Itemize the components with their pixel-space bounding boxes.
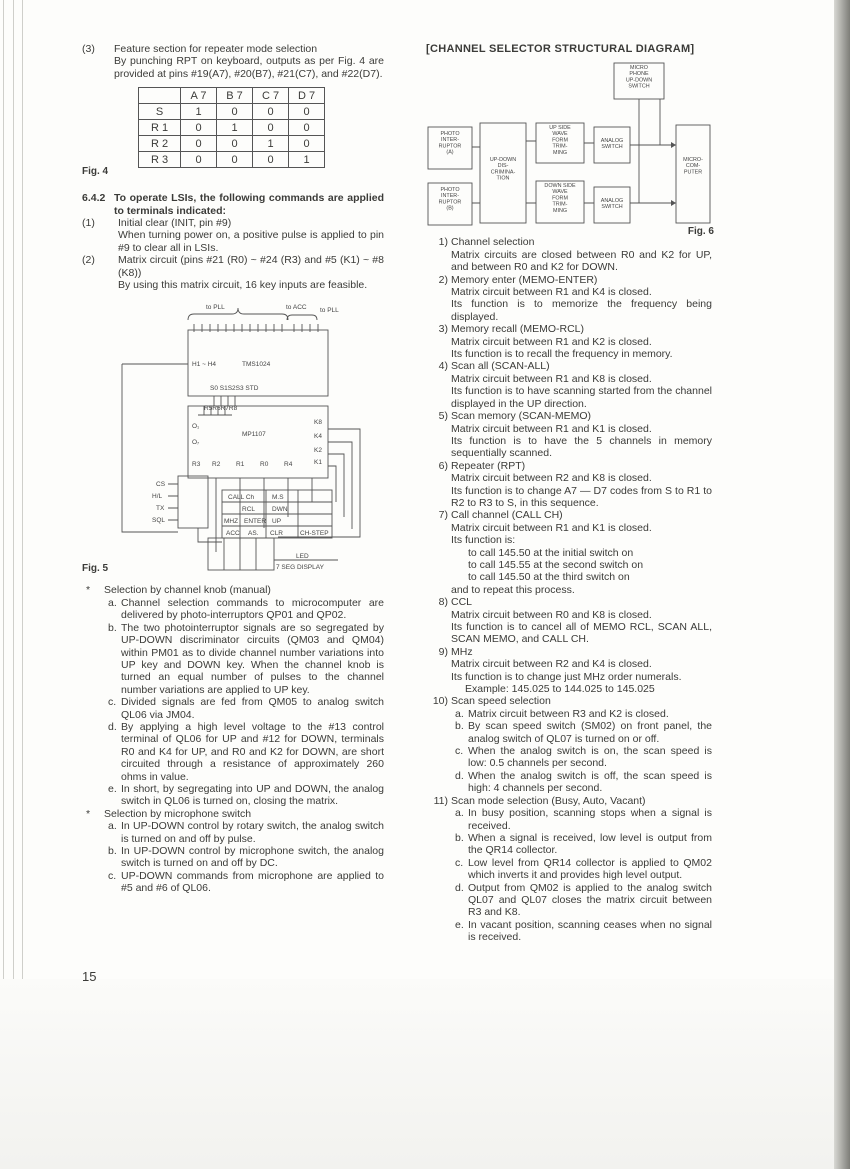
numbered-item — [426, 274, 712, 324]
item-1-title: Initial clear (INIT, pin #9) — [118, 217, 232, 230]
fig5-container — [82, 302, 384, 579]
table-cell: C 7 — [253, 88, 289, 104]
table-row — [139, 88, 325, 104]
numbered-item-body: Its function is to change A7 — D7 codes from S to R1 to R2 to R3 to S, in this sequence. — [451, 484, 712, 509]
list-item-letter: b. — [108, 621, 117, 634]
fig6-block-label: MICRO- — [683, 157, 703, 164]
numbered-item-title: Scan all (SCAN-ALL) — [451, 360, 550, 373]
fig5-seg: 7 SEG DISPLAY — [276, 564, 324, 572]
list-item-text: In short, by segregating into UP and DOWN, the analog switch in QL06 is turned on, closing the matrix. — [121, 782, 384, 808]
item-2-number: (2) — [82, 254, 95, 267]
fig6-container — [426, 55, 712, 236]
table-cell: D 7 — [289, 88, 325, 104]
fig5-acc: ACC — [226, 530, 240, 538]
fig6-block-label: COM- — [685, 163, 701, 170]
item-10 — [426, 695, 712, 794]
list-item — [104, 597, 384, 622]
table-cell: R 3 — [139, 152, 181, 168]
fig5-k4: K4 — [314, 433, 322, 441]
list-item — [451, 770, 712, 795]
fig6-block-label: UP SIDE — [549, 125, 571, 132]
bullet-channel-knob-title: Selection by channel knob (manual) — [104, 584, 271, 597]
table-cell: 0 — [217, 152, 253, 168]
numbered-item-title: Memory enter (MEMO-ENTER) — [451, 273, 598, 286]
item-1 — [82, 217, 384, 254]
list-item — [451, 807, 712, 832]
section-642-title: To operate LSIs, the following commands are applied to terminals indicated: — [114, 192, 384, 217]
item-9-number: 9) — [438, 645, 448, 658]
numbered-item-number: 4) — [438, 360, 448, 373]
fig5-clr: CLR — [270, 530, 284, 538]
fig5-mp: MP1107 — [242, 431, 266, 439]
fig6-block-label: FORM — [552, 137, 568, 144]
fig6-block-label: CRIMINA- — [490, 169, 516, 176]
page-bottom-shade — [0, 979, 850, 1169]
list-item-letter: a. — [455, 707, 464, 720]
fig5-r4: R4 — [284, 461, 293, 469]
table-cell: 0 — [289, 136, 325, 152]
list-item-text: In UP-DOWN control by microphone switch, the analog switch is turned on and off by DC. — [121, 845, 384, 870]
table-cell: B 7 — [217, 88, 253, 104]
list-item-letter: c. — [455, 856, 464, 869]
numbered-item-number: 5) — [438, 410, 448, 423]
fig6-block-label: (B) — [446, 206, 454, 213]
list-item — [104, 870, 384, 895]
item-8-number: 8) — [438, 596, 448, 609]
fig5-as: AS. — [248, 530, 259, 538]
numbered-item-body: Its function is to memorize the frequency being displayed. — [451, 298, 712, 323]
list-item-text: Divided signals are fed from QM05 to analog switch QL06 via JM04. — [121, 696, 384, 721]
fig4-container — [82, 87, 384, 179]
fig6-block-label: ANALOG — [600, 138, 624, 145]
list-item-text: In UP-DOWN control by rotary switch, the analog switch is turned on and off by pulse. — [121, 820, 384, 845]
fig5-chstep: CH-STEP — [300, 530, 329, 538]
list-item-text: Output from QM02 is applied to the analog switch QL07 and QL07 closes the matrix circuit between R3 and K8. — [468, 881, 712, 919]
fig5-k2: K2 — [314, 447, 322, 455]
list-item — [104, 845, 384, 870]
fig5-dwn: DWN — [272, 506, 288, 514]
list-item-letter: e. — [108, 782, 117, 795]
item-10-number: 10) — [432, 695, 448, 708]
numbered-item-body: Matrix circuits are closed between R0 and K2 for UP, and between R0 and K2 for DOWN. — [451, 248, 712, 274]
table-cell: 0 — [253, 152, 289, 168]
table-cell: 1 — [217, 120, 253, 136]
item-9-line3: Example: 145.025 to 144.025 to 145.025 — [465, 683, 655, 696]
fig6-block-label: MING — [552, 208, 568, 215]
fig6-block-label: SWITCH — [601, 144, 623, 151]
fig6-block-label: TION — [496, 176, 510, 183]
list-item-letter: c. — [108, 869, 117, 882]
fig6-block-label: UP-DOWN — [625, 77, 653, 84]
fig5-to-pll-2: to PLL — [320, 307, 339, 315]
list-item — [451, 857, 712, 882]
diagram-heading: [CHANNEL SELECTOR STRUCTURAL DIAGRAM] — [426, 43, 695, 55]
fig5-up: UP — [272, 518, 282, 526]
list-item-text: UP-DOWN commands from microphone are applied to #5 and #6 of QL06. — [121, 869, 384, 895]
fig5-o7: O₇ — [192, 439, 200, 447]
fig6-block-label: PUTER — [683, 169, 703, 176]
section-642 — [82, 192, 384, 217]
bullet-star: * — [86, 807, 91, 820]
table-row — [139, 136, 325, 152]
numbered-item-number: 2) — [438, 273, 448, 286]
numbered-item-title: Repeater (RPT) — [451, 459, 526, 472]
numbered-item — [426, 360, 712, 410]
list-item-letter: b. — [108, 845, 117, 857]
numbered-item-number: 6) — [438, 459, 448, 472]
item-7-number: 7) — [438, 509, 448, 522]
fig5-r5: R5R6R7R8 — [204, 405, 238, 413]
fig5-r2: R2 — [212, 461, 221, 469]
numbered-item-body: Matrix circuit between R1 and K2 is closed. — [451, 335, 652, 348]
section-3-title: Feature section for repeater mode selection — [114, 43, 318, 55]
list-item-text: Low level from QR14 collector is applied to QM02 which inverts it and provides high level output. — [468, 856, 712, 882]
fig5-h1h4: H1 ~ H4 — [192, 361, 217, 369]
list-item-text: By scan speed switch (SM02) on front panel, the analog switch of QL07 is turned on or off. — [468, 720, 712, 745]
numbered-item-body: Matrix circuit between R1 and K1 is closed. — [451, 422, 652, 435]
numbered-item-title: Scan memory (SCAN-MEMO) — [451, 410, 592, 423]
list-item-text: The two photointerruptor signals are so segregated by UP-DOWN discriminator circuits (QM03 and QM04) within PM01 as to divide channel number variations into UP key and DOWN key. When the channel knob is turned an equal number of pulses to the channel number variations are applied to UP key. — [121, 621, 384, 696]
table-row — [139, 104, 325, 120]
numbered-item-body: Matrix circuit between R1 and K8 is closed. — [451, 372, 652, 385]
item-8-line2: Its function is to cancel all of MEMO RCL, SCAN ALL, SCAN MEMO, and CALL CH. — [451, 621, 712, 646]
fig6-block-label: WAVE — [552, 131, 568, 138]
item-11-title: Scan mode selection (Busy, Auto, Vacant) — [451, 794, 646, 807]
fig5-r1: R1 — [236, 461, 245, 469]
list-item-text: By applying a high level voltage to the #13 control terminal of QL06 for UP and #12 for DOWN, terminals R0 and K4 for UP, and R0 and K2 for DOWN, are short circuited through a resistance of approximately 260 ohms in value. — [121, 720, 384, 783]
list-item — [104, 820, 384, 845]
item-9-title: MHz — [451, 645, 473, 658]
section-3-number: (3) — [82, 43, 95, 55]
numbered-item — [426, 460, 712, 510]
fig6-block-diagram — [426, 57, 712, 227]
fig6-label: Fig. 6 — [687, 226, 714, 238]
numbered-item-body: Its function is to recall the frequency in memory. — [451, 348, 673, 361]
item-11 — [426, 795, 712, 944]
item-7 — [426, 509, 712, 596]
item-7-line1: Matrix circuit between R1 and K1 is closed. — [451, 521, 652, 534]
list-item-letter: d. — [108, 720, 117, 733]
list-item-letter: a. — [108, 820, 117, 833]
fig6-block-label: PHOTO — [440, 131, 460, 138]
table-cell: 0 — [289, 120, 325, 136]
list-item-letter: e. — [455, 918, 464, 931]
fig5-k8: K8 — [314, 419, 322, 427]
item-7-line2: Its function is: — [451, 534, 516, 547]
numbered-item-body: Its function is to have the 5 channels in memory sequentially scanned. — [451, 434, 712, 460]
section-3 — [82, 43, 384, 80]
list-item — [451, 708, 712, 720]
table-cell: 0 — [217, 136, 253, 152]
fig5-k1: K1 — [314, 459, 322, 467]
list-item-text: When the analog switch is off, the scan speed is high: 4 channels per second. — [468, 769, 712, 795]
list-item — [104, 721, 384, 783]
fig5-r3: R3 — [192, 461, 201, 469]
fig6-block-label: TRIM- — [552, 144, 568, 151]
page-binding-edge — [834, 0, 850, 1169]
left-column — [82, 43, 384, 895]
item-7-line3: and to repeat this process. — [451, 583, 575, 596]
section-3-body: By punching RPT on keyboard, outputs as per Fig. 4 are provided at pins #19(A7), #20(B7), #21(C7), and #22(D7). — [114, 55, 384, 80]
list-item — [451, 832, 712, 857]
fig6-block-label: INTER- — [441, 137, 459, 144]
table-cell: 0 — [217, 104, 253, 120]
list-item — [451, 919, 712, 944]
list-item-letter: c. — [108, 696, 117, 709]
fig5-to-pll: to PLL — [206, 304, 225, 312]
list-item-letter: d. — [455, 769, 464, 782]
fig5-tms: TMS1024 — [242, 361, 271, 369]
fig6-block-label: FORM — [552, 195, 568, 202]
page-number: 15 — [82, 969, 97, 984]
table-cell: 0 — [289, 104, 325, 120]
fig5-led: LED — [296, 553, 309, 561]
fig6-block-label: RUPTOR — [438, 143, 462, 150]
repeater-mode-table — [138, 87, 325, 168]
item-7-call3: to call 145.50 at the third switch on — [468, 571, 630, 584]
item-11-number: 11) — [433, 794, 448, 807]
table-cell: 1 — [253, 136, 289, 152]
table-cell: 0 — [181, 152, 217, 168]
bullet-mic-switch — [82, 808, 384, 895]
fig6-block-label: WAVE — [552, 189, 568, 196]
fig5-tx: TX — [156, 505, 165, 513]
fig5-s0: S0 S1S2S3 STD — [210, 385, 259, 393]
numbered-item — [426, 236, 712, 273]
numbered-item — [426, 410, 712, 460]
item-8 — [426, 596, 712, 646]
fig5-r0: R0 — [260, 461, 269, 469]
fig5-circuit-diagram — [82, 302, 384, 579]
list-item — [451, 745, 712, 770]
list-item — [104, 696, 384, 721]
fig4-label: Fig. 4 — [82, 166, 109, 178]
list-item-text: In vacant position, scanning ceases when no signal is received. — [468, 918, 712, 944]
fig6-block-label: MICRO — [630, 65, 648, 72]
fig5-rcl: RCL — [242, 506, 256, 514]
fig5-o1: O₁ — [192, 423, 200, 431]
table-cell: A 7 — [181, 88, 217, 104]
fig6-block-label: INTER- — [441, 193, 459, 200]
item-10-title: Scan speed selection — [451, 695, 551, 708]
section-642-number: 6.4.2 — [82, 192, 106, 205]
right-column — [426, 43, 712, 944]
fig6-block-label: SWITCH — [601, 204, 623, 211]
list-item-text: When the analog switch is on, the scan speed is low: 0.5 channels per second. — [468, 745, 712, 770]
list-item-letter: b. — [455, 720, 464, 733]
fig6-block-label: UP-DOWN — [489, 157, 517, 164]
list-item-text: When a signal is received, low level is output from the QR14 collector. — [468, 831, 712, 857]
fig6-block-label: PHONE — [629, 71, 649, 78]
item-9-line2: Its function is to change just MHz order numerals. — [451, 670, 682, 683]
item-2 — [82, 254, 384, 291]
item-8-title: CCL — [451, 596, 473, 609]
bullet-channel-knob — [82, 584, 384, 807]
table-cell: R 2 — [139, 136, 181, 152]
fig6-block-label: SWITCH — [628, 84, 650, 91]
table-cell — [139, 88, 181, 104]
table-cell: 0 — [253, 120, 289, 136]
list-item-letter: c. — [455, 745, 464, 758]
fig6-block-label: PHOTO — [440, 187, 460, 194]
item-1-body: When turning power on, a positive pulse is applied to pin #9 to clear all in LSIs. — [118, 229, 384, 254]
numbered-item-body: Its function is to have scanning started from the channel displayed in the UP direction. — [451, 385, 712, 410]
table-cell: 0 — [181, 120, 217, 136]
item-1-number: (1) — [82, 217, 95, 230]
item-8-line1: Matrix circuit between R0 and K8 is closed. — [451, 608, 652, 621]
item-2-title: Matrix circuit (pins #21 (R0) ~ #24 (R3) and #5 (K1) ~ #8 (K8)) — [118, 254, 384, 279]
fig6-block-label: TRIM- — [552, 202, 568, 209]
fig6-block-label: MING — [552, 150, 568, 157]
fig6-block-label: DIS- — [497, 163, 509, 170]
list-item-letter: a. — [108, 596, 117, 609]
item-9-line1: Matrix circuit between R2 and K4 is closed. — [451, 658, 652, 671]
fig5-enter: ENTER — [244, 518, 267, 526]
table-cell: 1 — [289, 152, 325, 168]
numbered-item-title: Channel selection — [451, 236, 535, 249]
list-item — [451, 882, 712, 919]
list-item — [104, 783, 384, 808]
list-item — [104, 622, 384, 696]
list-item-letter: a. — [455, 807, 464, 820]
list-item-letter: b. — [455, 831, 464, 844]
item-2-body: By using this matrix circuit, 16 key inputs are feasible. — [118, 279, 368, 292]
fig5-to-acc: to ACC — [286, 304, 307, 312]
table-cell: 0 — [181, 136, 217, 152]
bullet-mic-switch-title: Selection by microphone switch — [104, 807, 252, 820]
fig5-hl: H/L — [152, 493, 163, 501]
list-item-text: Matrix circuit between R3 and K2 is closed. — [468, 707, 669, 720]
table-cell: 1 — [181, 104, 217, 120]
fig6-block-label: ANALOG — [600, 198, 624, 205]
fig5-mhz: MHZ — [224, 518, 239, 526]
bullet-star: * — [86, 584, 91, 597]
table-cell: S — [139, 104, 181, 120]
fig6-block-label: DOWN SIDE — [544, 183, 576, 190]
item-7-title: Call channel (CALL CH) — [451, 509, 563, 522]
list-item-text: Channel selection commands to microcomputer are delivered by photo-interruptors QP01 and QP02. — [121, 596, 384, 622]
numbered-item-number: 1) — [438, 236, 448, 249]
fig6-block-label: RUPTOR — [438, 199, 462, 206]
item-7-call1: to call 145.50 at the initial switch on — [468, 546, 634, 559]
table-cell: 0 — [253, 104, 289, 120]
item-9 — [426, 646, 712, 696]
numbered-item-title: Memory recall (MEMO-RCL) — [451, 323, 585, 336]
list-item — [451, 720, 712, 745]
fig5-label: Fig. 5 — [82, 563, 109, 575]
table-row — [139, 120, 325, 136]
table-cell: R 1 — [139, 120, 181, 136]
numbered-item-body: Matrix circuit between R1 and K4 is closed. — [451, 286, 652, 299]
fig5-cs: CS — [156, 481, 166, 489]
fig5-ms: M.S — [272, 494, 284, 502]
list-item-letter: d. — [455, 881, 464, 894]
numbered-item-body: Matrix circuit between R2 and K8 is closed. — [451, 472, 652, 485]
list-item-text: In busy position, scanning stops when a signal is received. — [468, 807, 712, 832]
fig5-sql: SQL — [152, 517, 166, 525]
numbered-item-number: 3) — [438, 323, 448, 336]
item-7-call2: to call 145.55 at the second switch on — [468, 558, 644, 571]
fig6-block-label: (A) — [446, 150, 454, 157]
numbered-item — [426, 323, 712, 360]
fig5-call: CALL Ch — [228, 494, 255, 502]
table-row — [139, 152, 325, 168]
